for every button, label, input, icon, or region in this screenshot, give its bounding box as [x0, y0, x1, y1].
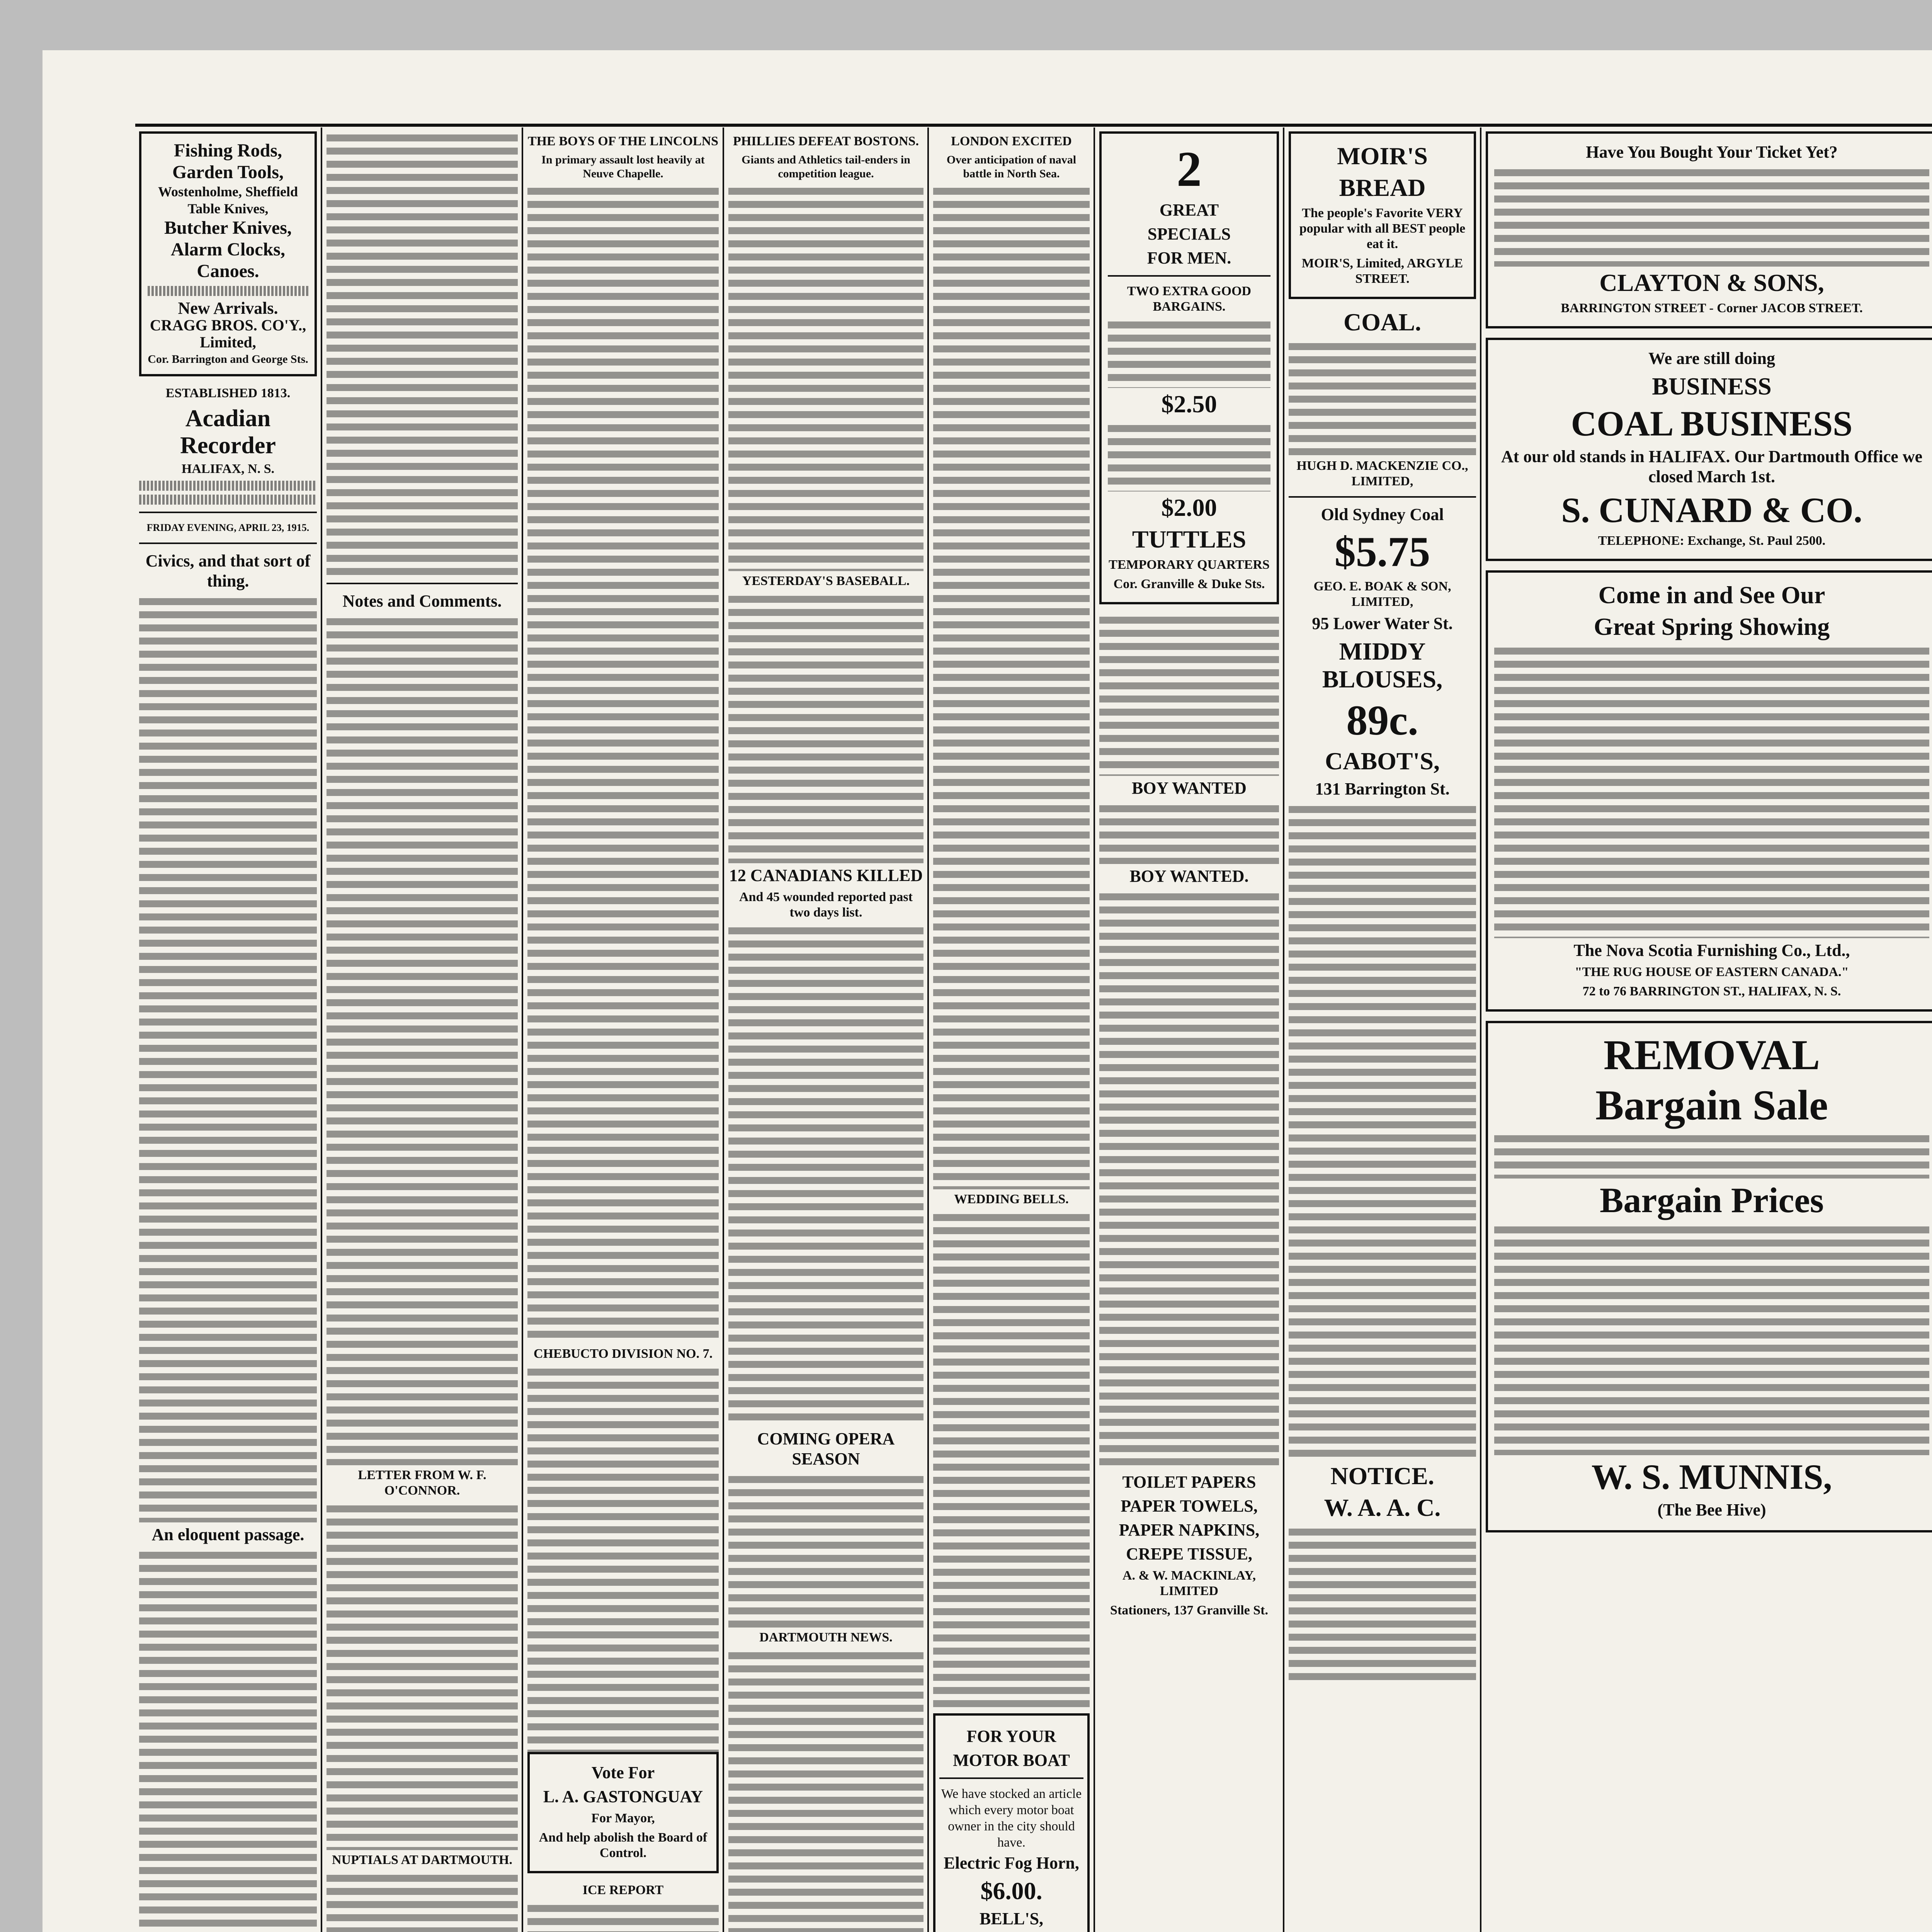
column-rule — [1283, 128, 1284, 1932]
column-rule — [1480, 128, 1481, 1932]
ad-line: Bargain Prices — [1600, 1180, 1824, 1220]
motor-boat-ad — [933, 1713, 1090, 1932]
wanted-heading: BOY WANTED. — [1129, 867, 1249, 886]
ad-firm: MOIR'S, Limited, ARGYLE STREET. — [1301, 256, 1463, 286]
column-rule — [1094, 128, 1095, 1932]
section-heading: Notes and Comments. — [342, 592, 502, 611]
headline: THE BOYS OF THE LINCOLNS — [527, 134, 719, 148]
store-name: TUTTLES — [1132, 526, 1247, 553]
casualties-heading: 12 CANADIANS KILLED — [729, 866, 923, 885]
middy-heading: MIDDY BLOUSES, — [1322, 638, 1443, 693]
price-2: $2.00 — [1161, 494, 1217, 521]
ad-line: Come in and See Our — [1598, 581, 1825, 609]
cabots-name: CABOT'S, — [1325, 747, 1440, 775]
wedding-heading: WEDDING BELLS. — [954, 1192, 1069, 1206]
established-line: ESTABLISHED 1813. — [165, 386, 291, 400]
removal-ad — [1486, 1021, 1932, 1532]
text-lines — [139, 495, 317, 505]
ad-sub: (The Bee Hive) — [1657, 1500, 1766, 1519]
ward-heading: CHEBUCTO DIVISION NO. 7. — [533, 1347, 713, 1361]
ad-phone: TELEPHONE: Exchange, St. Paul 2500. — [1598, 534, 1826, 548]
letter-heading: LETTER FROM W. F. O'CONNOR. — [358, 1468, 486, 1498]
classifieds — [1289, 803, 1476, 1460]
price-1: $2.50 — [1161, 390, 1217, 418]
opera-heading: COMING OPERA SEASON — [757, 1429, 895, 1468]
ad-sub: The people's Favorite VERY popular with all BEST people eat it. — [1299, 206, 1466, 251]
ad-line: Alarm Clocks, — [171, 239, 285, 260]
article-body — [728, 1649, 923, 1932]
vote-line: And help abolish the Board of Control. — [539, 1830, 707, 1860]
ad-line: Fishing Rods, — [173, 140, 282, 161]
ad-line: New Arrivals. — [178, 299, 278, 318]
waac-heading: W. A. A. C. — [1324, 1494, 1441, 1521]
article-body — [527, 185, 719, 1344]
subheading: An eloquent passage. — [151, 1525, 304, 1544]
ad-item: Electric Fog Horn, — [944, 1854, 1079, 1872]
coal-firm: HUGH D. MACKENZIE CO., LIMITED, — [1296, 459, 1468, 488]
vote-name: L. A. GASTONGUAY — [543, 1787, 703, 1806]
ad-title: MOTOR BOAT — [953, 1751, 1070, 1770]
boak-firm: GEO. E. BOAK & SON, LIMITED, — [1313, 579, 1451, 609]
subheadline: In primary assault lost heavily at Neuve Chapelle. — [541, 153, 705, 180]
coal-business-ad — [1486, 338, 1932, 561]
ad-line: GREAT — [1159, 201, 1219, 219]
column-5 — [933, 131, 1090, 1932]
column-2 — [327, 131, 518, 1932]
article-body — [139, 1549, 317, 1932]
furnishing-ad — [1486, 570, 1932, 1012]
text-lines — [139, 481, 317, 491]
article-body — [327, 1872, 518, 1932]
ticket-ad — [1486, 131, 1932, 328]
nuptials-heading: NUPTIALS AT DARTMOUTH. — [332, 1853, 512, 1867]
column-3 — [527, 131, 719, 1932]
ad-text: We have stocked an article which every motor boat owner in the city should have. — [941, 1787, 1082, 1850]
subheadline: Over anticipation of naval battle in North Sea. — [946, 153, 1077, 180]
article-body — [933, 1211, 1090, 1713]
sydney-price: $5.75 — [1334, 528, 1430, 575]
ad-line: SPECIALS — [1147, 224, 1231, 243]
paper-ad-line: CREPE TISSUE, — [1126, 1544, 1252, 1563]
ad-text — [1494, 1223, 1929, 1455]
divider — [1289, 496, 1476, 498]
ad-line: Garden Tools, — [172, 162, 284, 182]
date-line: FRIDAY EVENING, APRIL 23, 1915. — [146, 522, 310, 533]
paper-ad-line: PAPER TOWELS, — [1121, 1497, 1258, 1515]
coal-heading: COAL. — [1344, 308, 1421, 336]
ad-title: BREAD — [1339, 174, 1426, 201]
column-rule — [723, 128, 724, 1932]
hardware-ad — [139, 131, 317, 376]
ad-line: BUSINESS — [1652, 372, 1772, 400]
divider — [1108, 275, 1270, 277]
top-rule — [135, 124, 1932, 127]
ad-title: MOIR'S — [1337, 142, 1428, 170]
ad-firm: S. CUNARD & CO. — [1561, 490, 1862, 530]
ad-line: Bargain Sale — [1595, 1082, 1828, 1129]
ad-text — [1108, 318, 1270, 388]
classifieds — [1099, 802, 1279, 864]
ad-line: Wostenholme, Sheffield — [158, 184, 298, 199]
ad-sub: "THE RUG HOUSE OF EASTERN CANADA." — [1575, 965, 1849, 979]
cabots-address: 131 Barrington St. — [1315, 779, 1450, 798]
ad-firm: The Nova Scotia Furnishing Co., Ltd., — [1573, 941, 1850, 960]
newspaper-page — [43, 50, 1932, 1932]
stationers-name: A. & W. MACKINLAY, LIMITED — [1122, 1568, 1256, 1598]
wanted-heading: BOY WANTED — [1131, 779, 1247, 798]
ad-sub: TWO EXTRA GOOD BARGAINS. — [1127, 284, 1252, 314]
ad-address: 72 to 76 BARRINGTON ST., HALIFAX, N. S. — [1582, 984, 1841, 998]
column-6 — [1099, 131, 1279, 1932]
article-body — [933, 185, 1090, 1189]
article-body — [728, 924, 923, 1427]
ad-title: FOR YOUR — [966, 1727, 1056, 1746]
vote-for: For Mayor, — [591, 1811, 655, 1825]
ad-store: BELL'S, — [979, 1909, 1044, 1928]
ad-text — [1494, 166, 1929, 267]
ad-number: 2 — [1177, 141, 1202, 197]
ad-address: BARRINGTON STREET - Corner JACOB STREET. — [1561, 301, 1863, 315]
classifieds — [1099, 614, 1279, 776]
headline: PHILLIES DEFEAT BOSTONS. — [733, 134, 919, 148]
boak-address: 95 Lower Water St. — [1312, 614, 1453, 633]
ad-title: Have You Bought Your Ticket Yet? — [1586, 143, 1838, 162]
column-7 — [1289, 131, 1476, 1932]
column-4 — [728, 131, 923, 1932]
subheadline: Giants and Athletics tail-enders in competition league. — [742, 153, 910, 180]
casualties-sub: And 45 wounded reported past two days list. — [739, 890, 913, 920]
article-body — [327, 1502, 518, 1850]
divider — [327, 583, 518, 584]
column-1 — [139, 131, 317, 1932]
divider — [139, 512, 317, 513]
ad-firm: CRAGG BROS. CO'Y., Limited, — [150, 316, 306, 351]
column-rule — [321, 128, 322, 1932]
article-body — [527, 1902, 719, 1932]
ad-line: Canoes. — [197, 261, 259, 281]
stationers-address: Stationers, 137 Granville St. — [1110, 1603, 1268, 1617]
article-body — [728, 1473, 923, 1628]
article-body — [728, 185, 923, 571]
column-rule — [927, 128, 929, 1932]
ad-text — [1494, 1132, 1929, 1179]
ad-line: At our old stands in HALIFAX. Our Dartmouth Office we closed March 1st. — [1501, 447, 1923, 486]
standings-table — [728, 593, 923, 863]
notice-heading: NOTICE. — [1330, 1462, 1434, 1490]
paper-ad-line: TOILET PAPERS — [1122, 1473, 1256, 1492]
headline: LONDON EXCITED — [951, 134, 1072, 148]
paper-ad-line: PAPER NAPKINS, — [1119, 1520, 1260, 1539]
article-body — [327, 615, 518, 1465]
ad-line: COAL BUSINESS — [1571, 404, 1853, 443]
text-lines — [148, 286, 308, 296]
ad-line: Great Spring Showing — [1594, 613, 1830, 640]
column-rule — [522, 128, 523, 1932]
ad-line: Table Knives, — [187, 201, 269, 216]
specials-ad — [1099, 131, 1279, 604]
classifieds — [1099, 890, 1279, 1470]
sydney-heading: Old Sydney Coal — [1321, 505, 1444, 524]
store-address: Cor. Granville & Duke Sts. — [1113, 577, 1265, 591]
bread-ad — [1289, 131, 1476, 299]
ad-text — [1108, 422, 1270, 492]
store-sub: TEMPORARY QUARTERS — [1109, 558, 1270, 572]
editorial-headline: Civics, and that sort of thing. — [145, 551, 311, 590]
ad-line: REMOVAL — [1603, 1031, 1820, 1078]
divider — [939, 1777, 1083, 1779]
article-body — [1289, 1526, 1476, 1680]
ad-line: We are still doing — [1648, 349, 1775, 368]
middy-price: 89c. — [1346, 697, 1418, 744]
ad-line: FOR MEN. — [1147, 248, 1231, 267]
place-line: HALIFAX, N. S. — [181, 462, 275, 476]
ice-report-heading: ICE REPORT — [582, 1883, 664, 1897]
baseball-heading: YESTERDAY'S BASEBALL. — [742, 574, 910, 588]
vote-ad — [527, 1752, 719, 1873]
column-8 — [1486, 131, 1932, 1932]
ad-price: $6.00. — [980, 1877, 1043, 1905]
dartmouth-heading: DARTMOUTH NEWS. — [759, 1630, 893, 1645]
paper-name: Acadian Recorder — [180, 405, 276, 459]
divider — [139, 543, 317, 544]
article-body — [527, 1366, 719, 1752]
ad-address: Cor. Barrington and George Sts. — [148, 353, 308, 366]
vote-heading: Vote For — [591, 1763, 655, 1782]
ad-firm: CLAYTON & SONS, — [1599, 269, 1824, 296]
ad-line: Butcher Knives, — [164, 218, 292, 238]
ad-text — [1289, 340, 1476, 456]
ad-text — [1494, 645, 1929, 938]
ad-firm: W. S. MUNNIS, — [1591, 1457, 1832, 1497]
article-body — [327, 131, 518, 576]
editorial-body — [139, 595, 317, 1522]
